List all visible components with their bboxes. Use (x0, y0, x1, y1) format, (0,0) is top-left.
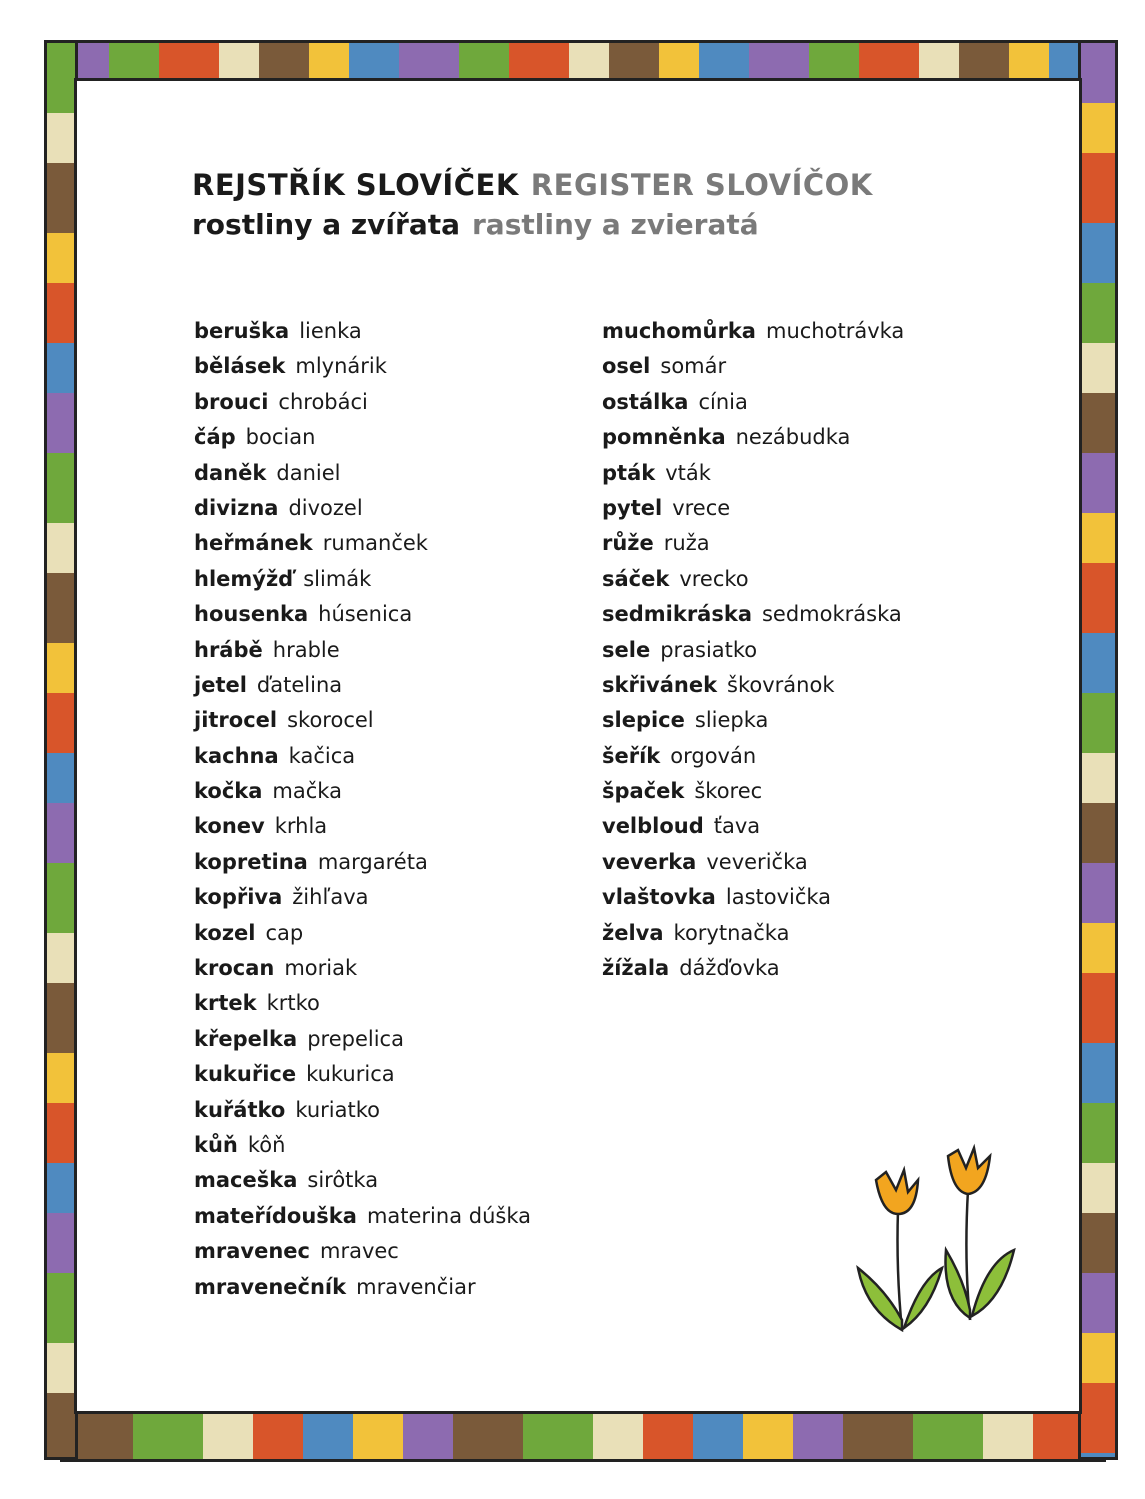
list-item (602, 741, 904, 776)
word-cz: bělásek (194, 354, 286, 379)
list-item (194, 1165, 531, 1200)
word-cz: slepice (602, 708, 685, 733)
list-item (194, 316, 531, 351)
word-cz: čáp (194, 425, 236, 450)
list-item (194, 1024, 531, 1059)
word-sk: žihľava (292, 885, 369, 910)
word-sk: veverička (706, 849, 808, 874)
word-sk: mravec (319, 1239, 399, 1264)
word-cz: maceška (194, 1168, 298, 1193)
word-sk: dážďovka (679, 956, 780, 981)
word-sk: somár (660, 354, 727, 379)
word-sk: ďatelina (256, 672, 343, 697)
word-cz: divizna (194, 495, 279, 520)
list-item (194, 811, 531, 846)
word-cz: kočka (194, 779, 263, 804)
word-sk: škovránok (727, 672, 835, 697)
word-sk: rumanček (322, 531, 428, 556)
word-sk: kuriatko (295, 1097, 380, 1122)
list-item (194, 1272, 531, 1307)
border-bottom-decoration (60, 1410, 1106, 1462)
list-item (602, 953, 904, 988)
border-right-decoration (1078, 40, 1118, 1460)
word-sk: kačica (288, 743, 356, 768)
word-sk: daniel (276, 460, 341, 485)
word-cz: osel (602, 354, 651, 379)
list-item (194, 776, 531, 811)
word-sk: kôň (247, 1132, 286, 1157)
word-cz: housenka (194, 602, 309, 627)
word-sk: cínia (698, 389, 748, 414)
list-item (194, 635, 531, 670)
word-cz: pytel (602, 495, 663, 520)
word-sk: slimák (303, 566, 372, 591)
word-sk: margaréta (317, 849, 428, 874)
word-sk: sirôtka (307, 1168, 379, 1193)
word-sk: sedmokráska (761, 602, 902, 627)
word-sk: škorec (694, 779, 763, 804)
list-item (602, 528, 904, 563)
list-item (194, 1059, 531, 1094)
word-cz: špaček (602, 779, 685, 804)
word-cz: krtek (194, 991, 257, 1016)
word-sk: mačka (272, 779, 342, 804)
title-sk: REGISTER SLOVÍČOK (530, 168, 873, 202)
list-item (194, 918, 531, 953)
word-cz: kachna (194, 743, 279, 768)
border-top-decoration (46, 40, 1082, 82)
word-sk: orgován (670, 743, 757, 768)
page-title (192, 168, 873, 202)
list-item (194, 847, 531, 882)
word-cz: mravenečník (194, 1274, 347, 1299)
word-sk: vrece (672, 495, 731, 520)
word-cz: jitrocel (194, 708, 278, 733)
tulip-leaves (858, 1250, 1014, 1330)
list-item (602, 351, 904, 386)
word-cz: velbloud (602, 814, 704, 839)
list-item (602, 387, 904, 422)
list-item (194, 705, 531, 740)
word-cz: kozel (194, 920, 256, 945)
word-sk: húsenica (318, 602, 413, 627)
word-sk: prepelica (307, 1026, 404, 1051)
word-sk: vták (665, 460, 711, 485)
list-item (194, 741, 531, 776)
word-cz: brouci (194, 389, 269, 414)
list-item (602, 811, 904, 846)
word-cz: pomněnka (602, 425, 726, 450)
word-cz: šeřík (602, 743, 661, 768)
word-cz: jetel (194, 672, 247, 697)
list-item (194, 599, 531, 634)
list-item (194, 528, 531, 563)
word-cz: krocan (194, 956, 275, 981)
list-item (194, 387, 531, 422)
word-cz: křepelka (194, 1026, 298, 1051)
word-cz: kuřátko (194, 1097, 286, 1122)
list-item (602, 670, 904, 705)
word-cz: sedmikráska (602, 602, 752, 627)
list-item (194, 422, 531, 457)
list-item (602, 564, 904, 599)
word-cz: muchomůrka (602, 319, 756, 343)
word-cz: sele (602, 637, 651, 662)
title-cz: REJSTŘÍK SLOVÍČEK (192, 168, 519, 202)
word-sk: ťava (713, 814, 761, 839)
word-sk: materina dúška (366, 1203, 531, 1228)
word-cz: pták (602, 460, 656, 485)
subtitle-sk: rastliny a zvieratá (472, 208, 759, 241)
tulips-icon (846, 1140, 1026, 1340)
word-cz: veverka (602, 849, 697, 874)
word-cz: hlemýžď (194, 566, 294, 591)
word-cz: růže (602, 531, 654, 556)
word-sk: divozel (288, 495, 363, 520)
word-cz: daněk (194, 460, 267, 485)
word-cz: kůň (194, 1132, 238, 1157)
word-cz: hrábě (194, 637, 263, 662)
list-item (602, 316, 904, 351)
word-cz: beruška (194, 319, 290, 343)
word-sk: mlynárik (295, 354, 387, 379)
word-cz: konev (194, 814, 265, 839)
list-item (194, 1130, 531, 1165)
list-item (194, 564, 531, 599)
word-sk: lienka (299, 319, 362, 343)
list-item (194, 1201, 531, 1236)
list-item (194, 953, 531, 988)
word-list-left (194, 316, 531, 1307)
word-sk: cap (265, 920, 304, 945)
list-item (602, 422, 904, 457)
word-sk: mravenčiar (356, 1274, 476, 1299)
word-sk: korytnačka (673, 920, 790, 945)
list-item (194, 1095, 531, 1130)
list-item (602, 635, 904, 670)
word-sk: vrecko (679, 566, 749, 591)
tulip-flowers (876, 1148, 990, 1214)
word-cz: ostálka (602, 389, 689, 414)
word-sk: prasiatko (660, 637, 758, 662)
word-sk: hrable (272, 637, 340, 662)
word-sk: muchotrávka (765, 319, 905, 343)
list-item (194, 988, 531, 1023)
list-item (602, 599, 904, 634)
word-sk: ruža (663, 531, 710, 556)
word-cz: žížala (602, 956, 670, 981)
word-cz: mravenec (194, 1239, 310, 1264)
word-sk: kukurica (306, 1062, 395, 1087)
list-item (194, 882, 531, 917)
word-sk: skorocel (287, 708, 374, 733)
word-cz: heřmánek (194, 531, 313, 556)
list-item (602, 776, 904, 811)
word-cz: mateřídouška (194, 1203, 357, 1228)
list-item (194, 351, 531, 386)
list-item (194, 493, 531, 528)
subtitle-cz: rostliny a zvířata (192, 208, 460, 241)
word-sk: moriak (284, 956, 358, 981)
list-item (602, 493, 904, 528)
list-item (602, 705, 904, 740)
word-cz: vlaštovka (602, 885, 716, 910)
list-item (602, 918, 904, 953)
word-list-right (602, 316, 904, 988)
word-sk: krhla (274, 814, 328, 839)
word-sk: lastovička (725, 885, 832, 910)
word-cz: želva (602, 920, 664, 945)
border-left-decoration (44, 40, 78, 1460)
word-cz: skřivánek (602, 672, 718, 697)
word-sk: krtko (266, 991, 320, 1016)
list-item (194, 458, 531, 493)
word-sk: nezábudka (735, 425, 851, 450)
word-cz: kopřiva (194, 885, 283, 910)
page-subtitle (192, 208, 759, 241)
word-sk: chrobáci (278, 389, 368, 414)
word-sk: bocian (245, 425, 316, 450)
list-item (602, 882, 904, 917)
list-item (602, 458, 904, 493)
word-sk: sliepka (694, 708, 769, 733)
word-cz: kukuřice (194, 1062, 297, 1087)
list-item (194, 1236, 531, 1271)
word-cz: kopretina (194, 849, 308, 874)
list-item (194, 670, 531, 705)
word-cz: sáček (602, 566, 670, 591)
list-item (602, 847, 904, 882)
